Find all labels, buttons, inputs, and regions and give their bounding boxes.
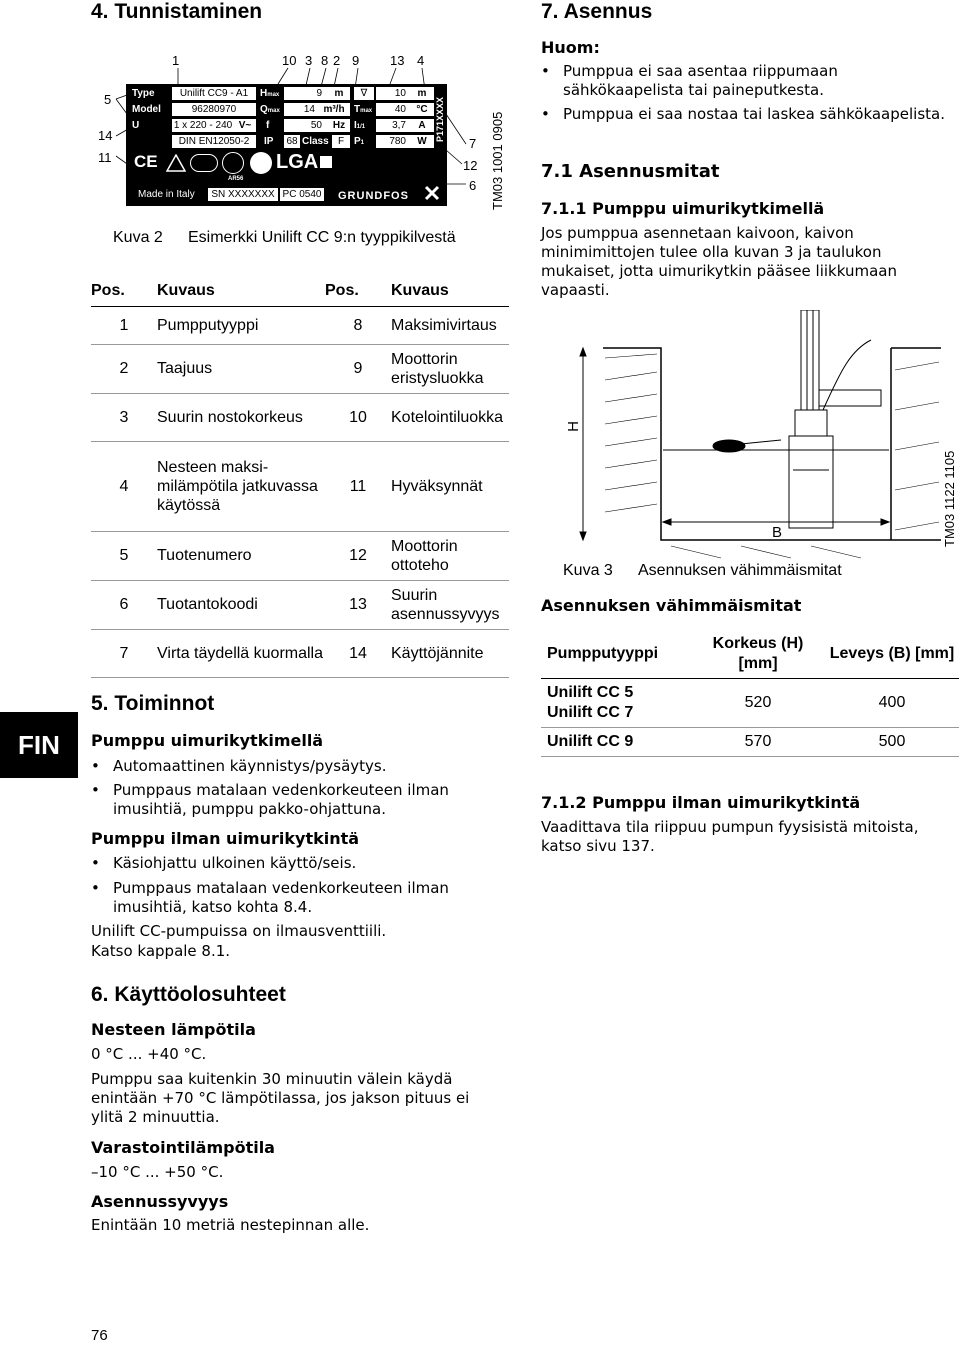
section-5-without-float-heading: Pumppu ilman uimurikytkintä	[91, 829, 360, 848]
plate-qmax-label: Qmax	[260, 104, 280, 115]
pos-description: Tuotenumero	[157, 531, 325, 580]
section-4-title: 4. Tunnistaminen	[91, 0, 263, 23]
callout-13: 13	[390, 53, 405, 68]
list-item: • Käsiohjattu ulkoinen käyttö/seis.	[91, 854, 357, 872]
pos-description: Maksimivirtaus	[391, 306, 509, 344]
liquid-temp-value: 0 °C ... +40 °C.	[91, 1045, 207, 1063]
section-5-title: 5. Toiminnot	[91, 692, 215, 715]
plate-class-label: Class	[302, 136, 329, 147]
plate-tmax-unit: °C	[410, 103, 434, 116]
approval-mark-icon	[222, 152, 244, 174]
plate-qmax-unit: m³/h	[318, 103, 350, 116]
installation-diagram	[541, 310, 941, 560]
ce-mark-icon: CE	[134, 152, 158, 171]
plate-f-label: f	[266, 120, 270, 131]
pos-header-1: Pos.	[91, 276, 157, 306]
section-6-title: 6. Käyttöolosuhteet	[91, 983, 286, 1006]
callout-14: 14	[98, 128, 113, 143]
storage-temp-heading: Varastointilämpötila	[91, 1138, 275, 1157]
list-item: • Pumppua ei saa asentaa riippumaan sähkökaapelista tai paineputkesta.	[541, 62, 838, 99]
table-row	[541, 728, 959, 757]
pos-description: Pumpputyyppi	[157, 306, 325, 344]
liquid-temp-heading: Nesteen lämpötila	[91, 1020, 256, 1039]
plate-ip-label: IP	[264, 136, 274, 147]
callout-10: 10	[282, 53, 297, 68]
callout-1: 1	[172, 53, 180, 68]
plate-hmax-label: Hmax	[260, 88, 280, 99]
plate-f-unit: Hz	[328, 119, 350, 132]
plate-class-value: F	[332, 135, 350, 148]
plate-u-unit: V~	[234, 119, 256, 132]
plate-u-label: U	[132, 120, 140, 131]
gs-mark-icon	[190, 154, 218, 172]
pos-number: 10	[325, 393, 391, 441]
figure-3-reference: TM03 1122 1105	[942, 450, 957, 547]
pos-number: 13	[325, 580, 391, 629]
col-pump-type: Pumpputyyppi	[541, 630, 691, 679]
table-row	[91, 344, 509, 393]
grundfos-x-icon	[424, 185, 440, 201]
plate-model-value: 96280970	[172, 103, 256, 116]
liquid-temp-note: Pumppu saa kuitenkin 30 minuutin välein käydä enintään +70 °C lämpötilassa, jos jakson pituus ei ylitä 2 minuuttia.	[91, 1070, 470, 1126]
pos-number: 11	[325, 441, 391, 531]
pos-number: 6	[91, 580, 157, 629]
plate-hmax-value: 9	[284, 87, 328, 100]
table-row	[91, 629, 509, 677]
plate-depth-unit: m	[410, 87, 434, 100]
plate-tmax-label: Tmax	[354, 104, 373, 115]
callout-7: 7	[469, 136, 477, 151]
desc-header-2: Kuvaus	[391, 276, 509, 306]
pos-number: 9	[325, 344, 391, 393]
plate-depth-label: ∇	[354, 87, 374, 100]
plate-f-value: 50	[284, 119, 328, 132]
pos-description: Suurin asennussyvyys	[391, 580, 509, 629]
section-7-1-2-title: 7.1.2 Pumppu ilman uimurikytkintä	[541, 793, 861, 812]
plate-depth-value: 10	[376, 87, 410, 100]
figure-2-label: Kuva 2	[113, 229, 163, 246]
plate-p-label: P1	[354, 136, 365, 147]
section-5-note: Unilift CC-pumpuissa on ilmausventtiili.	[91, 922, 387, 940]
callout-4: 4	[417, 53, 425, 68]
type-nameplate	[126, 84, 447, 206]
pos-description: Suurin nostokorkeus	[157, 393, 325, 441]
callout-6: 6	[469, 178, 477, 193]
language-tab: FIN	[0, 712, 78, 778]
section-7-1-2-text: Vaadittava tila riippuu pumpun fyysisistä mitoista, katso sivu 137.	[541, 818, 919, 855]
table-row	[91, 580, 509, 629]
position-table	[91, 276, 509, 678]
plate-p-value: 780	[376, 135, 410, 148]
pos-number: 7	[91, 629, 157, 677]
pos-number: 1	[91, 306, 157, 344]
plate-type-value: Unilift CC9 - A1	[172, 87, 256, 100]
plate-qmax-value: 14	[284, 103, 318, 116]
width-cell: 400	[825, 679, 959, 728]
plate-din-value: DIN EN12050-2	[172, 135, 256, 148]
plate-p-unit: W	[410, 135, 434, 148]
list-item: • Pumppua ei saa nostaa tai laskea sähkökaapelista.	[541, 105, 945, 123]
width-cell: 500	[825, 728, 959, 757]
plate-model-label: Model	[132, 104, 161, 115]
table-row	[91, 393, 509, 441]
plate-code: P171XXXX	[435, 96, 445, 142]
pos-header-2: Pos.	[325, 276, 391, 306]
figure-3-caption: Asennuksen vähimmäismitat	[638, 562, 842, 579]
table-row	[91, 441, 509, 531]
figure-3-label: Kuva 3	[563, 562, 613, 579]
pos-description: Hyväksynnät	[391, 441, 509, 531]
pos-description: Taajuus	[157, 344, 325, 393]
callout-8: 8	[321, 53, 329, 68]
pos-number: 4	[91, 441, 157, 531]
pos-description: Moottorin ottoteho	[391, 531, 509, 580]
callout-9: 9	[352, 53, 360, 68]
plate-made-in: Made in Italy	[138, 189, 195, 200]
section-5-with-float-heading: Pumppu uimurikytkimellä	[91, 731, 324, 750]
pos-description: Tuotantokoodi	[157, 580, 325, 629]
pump-type-cell: Unilift CC 9	[541, 728, 691, 757]
plate-type-label: Type	[132, 88, 155, 99]
section-7-1-1-title: 7.1.1 Pumppu uimurikytkimellä	[541, 199, 825, 218]
dimension-b-label: B	[772, 524, 783, 541]
height-cell: 520	[691, 679, 825, 728]
storage-temp-value: –10 °C ... +50 °C.	[91, 1163, 224, 1181]
plate-code-strip	[434, 86, 447, 144]
plate-ar-code: AR56	[228, 176, 244, 182]
plate-i-value: 3,7	[376, 119, 410, 132]
callout-3: 3	[305, 53, 313, 68]
list-item: • Pumppaus matalaan vedenkorkeuteen ilman imusihtiä, katso kohta 8.4.	[91, 879, 449, 916]
section-7-1-title: 7.1 Asennusmitat	[541, 161, 720, 182]
dimension-h-label: H	[564, 421, 582, 432]
warning-triangle-icon	[166, 154, 186, 172]
figure-2-reference: TM03 1001 0905	[490, 111, 505, 210]
list-item: • Pumppaus matalaan vedenkorkeuteen ilman imusihtiä, pumppu pakko-ohjattuna.	[91, 781, 449, 818]
col-width: Leveys (B) [mm]	[825, 630, 959, 679]
plate-lga-logo: LGA	[276, 151, 319, 173]
lga-square-icon	[320, 156, 332, 168]
height-cell: 570	[691, 728, 825, 757]
section-7-1-1-text: Jos pumppua asennetaan kaivoon, kaivon minimimittojen tulee olla kuvan 3 ja taulukon mukaiset, jotta uimurikytkin pääsee liikkumaan vapaasti.	[541, 224, 897, 299]
plate-ip-value: 68	[284, 135, 300, 148]
section-7-title: 7. Asennus	[541, 0, 653, 23]
callout-5: 5	[104, 92, 112, 107]
pos-description: Käyttöjännite	[391, 629, 509, 677]
pos-number: 14	[325, 629, 391, 677]
list-item: • Automaattinen käynnistys/pysäytys.	[91, 757, 387, 775]
plate-i-label: I1/1	[354, 120, 366, 131]
table-row	[91, 306, 509, 344]
callout-11: 11	[98, 150, 112, 165]
section-5-note-ref: Katso kappale 8.1.	[91, 942, 231, 960]
min-dimensions-heading: Asennuksen vähimmäismitat	[541, 596, 802, 615]
figure-2-caption: Esimerkki Unilift CC 9:n tyyppikilvestä	[188, 229, 456, 246]
callout-2: 2	[333, 53, 341, 68]
pos-number: 5	[91, 531, 157, 580]
pos-description: Kotelointiluokka	[391, 393, 509, 441]
plate-hmax-unit: m	[328, 87, 350, 100]
pos-description: Moottorin eristysluokka	[391, 344, 509, 393]
pos-number: 8	[325, 306, 391, 344]
plate-u-value: 1 x 220 - 240	[173, 120, 233, 131]
plate-i-unit: A	[410, 119, 434, 132]
plate-brand-logo: GRUNDFOS	[338, 190, 409, 202]
pos-number: 2	[91, 344, 157, 393]
pos-number: 12	[325, 531, 391, 580]
col-height: Korkeus (H) [mm]	[691, 630, 825, 679]
table-row	[91, 531, 509, 580]
min-dimensions-table	[541, 630, 959, 757]
plate-tmax-value: 40	[376, 103, 410, 116]
note-heading: Huom:	[541, 38, 600, 57]
pump-type-cell: Unilift CC 5 Unilift CC 7	[541, 679, 691, 728]
plate-serial: SN XXXXXXX	[208, 188, 278, 201]
pos-description: Virta täydellä kuormalla	[157, 629, 325, 677]
callout-12: 12	[463, 158, 478, 173]
pos-number: 3	[91, 393, 157, 441]
page-number: 76	[91, 1327, 108, 1344]
desc-header-1: Kuvaus	[157, 276, 325, 306]
pc-mark-icon	[250, 152, 272, 174]
plate-pc: PC 0540	[280, 188, 324, 201]
pos-description: Nesteen maksi-milämpötila jatkuvassa käytössä	[157, 441, 325, 531]
install-depth-heading: Asennussyvyys	[91, 1192, 229, 1211]
table-row	[541, 679, 959, 728]
install-depth-value: Enintään 10 metriä nestepinnan alle.	[91, 1216, 370, 1234]
